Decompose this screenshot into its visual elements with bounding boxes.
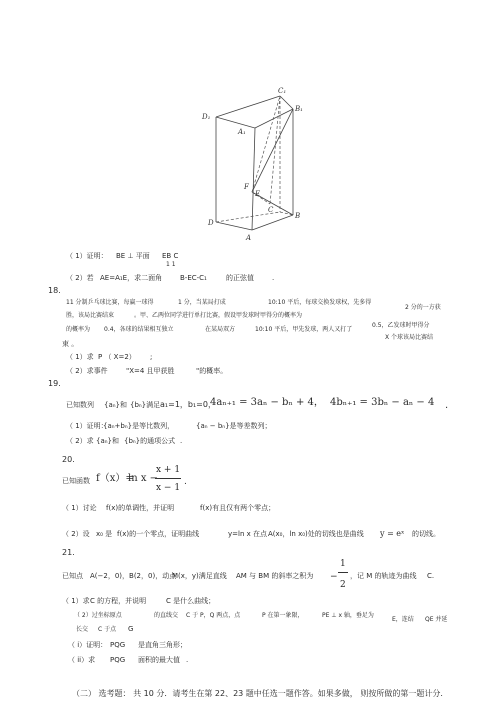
q18-line3-b: 0.4，各球的结果相互独立 bbox=[104, 326, 174, 333]
q21-given-m: M(x，y)满足直线 bbox=[172, 572, 227, 580]
q21-given-points: A(−2，0)，B(2，0)，动点 bbox=[90, 572, 177, 580]
q21-number: 21. bbox=[62, 548, 75, 557]
q18-line4: 束 。 bbox=[62, 340, 79, 348]
optional-questions-note: （二） 选考题： 共 10 分．请考生在第 22、23 题中任选一题作答。如果多做， 则按所做的第一题计分. bbox=[72, 689, 443, 698]
q19-number: 19. bbox=[48, 379, 61, 388]
q18-line3-right-b: X 个球该局比赛结 bbox=[385, 334, 434, 341]
q21-parti-a: PQG bbox=[110, 641, 126, 649]
q19-part1-b: {aₙ − bₙ}是等差数列； bbox=[196, 422, 272, 430]
vertex-label-e: E bbox=[255, 190, 261, 198]
q21-part2-a: （ 2）过坐标原点 bbox=[74, 612, 122, 619]
q19-part2-a: {aₙ}和 bbox=[96, 437, 119, 445]
q18-number: 18. bbox=[48, 286, 61, 295]
vertex-label-c1: C₁ bbox=[278, 87, 287, 95]
q21-part2-h: 长交 bbox=[76, 626, 89, 633]
q21-part2-d: P 在第一象限， bbox=[262, 612, 304, 619]
q21-parti-prefix: （ i）证明： bbox=[68, 641, 108, 649]
q17-part2-condition: AE=A₁E，求二面角 bbox=[100, 274, 163, 282]
q18-part2-tail: "的概率。 bbox=[196, 367, 228, 375]
q21-partii-a: PQG bbox=[110, 656, 126, 664]
vertex-label-c: C bbox=[268, 206, 274, 214]
q20-f-ln: ln x − bbox=[128, 473, 159, 484]
q21-part2-f: E，连结 bbox=[392, 616, 414, 623]
q18-line1-b: 1 分，当某局打成 bbox=[178, 299, 226, 306]
q18-line2-b: 。甲、乙两位同学进行单打比赛，假设甲发球时甲得分的概率为 bbox=[134, 312, 303, 319]
q17-part1-plane: EB C bbox=[162, 252, 179, 260]
vertex-label-b: B bbox=[295, 212, 301, 220]
q21-frac-num: 1 bbox=[340, 559, 346, 569]
q20-number: 20. bbox=[62, 455, 75, 464]
q17-part1-subscripts: 1 1 bbox=[166, 261, 176, 268]
vertex-label-b1: B₁ bbox=[295, 105, 303, 113]
q21-part1-b: C 是什么曲线； bbox=[166, 597, 216, 605]
q20-part2-point: A(x₀，ln x₀)处的切线也是曲线 bbox=[268, 530, 364, 538]
q17-part2-tail: 的正弦值 bbox=[226, 274, 254, 282]
q20-part2-prefix: （ 2）设 bbox=[62, 530, 90, 538]
q21-given-tail: ，记 M 的轨迹为曲线 bbox=[350, 572, 417, 580]
q18-line2-a: 胜，该局比赛结束 bbox=[66, 312, 115, 319]
q18-part2-expr: "X=4 且甲获胜 bbox=[126, 367, 175, 375]
q18-part1-prefix: （ 1）求 bbox=[66, 353, 94, 361]
q18-line3-d: 10:10 平后，甲先发球，两人又打了 bbox=[255, 326, 353, 333]
q21-given-minus: − bbox=[330, 572, 338, 582]
q18-line3-right-a: 0.5，乙发球时甲得分 bbox=[372, 322, 430, 329]
q18-line3-c: 在某局双方 bbox=[205, 326, 236, 333]
q21-partii-end: . bbox=[186, 656, 189, 664]
q18-part1-end: ; bbox=[150, 353, 153, 361]
q19-recurrence-1: 4aₙ₊₁ = 3aₙ − bₙ + 4， bbox=[210, 397, 324, 408]
q19-part1-a: {aₙ+bₙ}是等比数列， bbox=[103, 422, 175, 430]
q20-part2-a: f(x)的一个零点，证明曲线 bbox=[117, 530, 200, 538]
prism-figure bbox=[200, 82, 310, 252]
q21-partii-prefix: （ ii）求 bbox=[68, 656, 96, 664]
q18-line1-a: 11 分制乒乓球比赛，每赢一球得 bbox=[66, 299, 154, 306]
q19-part1-prefix: （ 1）证明： bbox=[66, 422, 108, 430]
q19-part2-end: . bbox=[180, 437, 183, 445]
q21-partii-b: 面积的最大值 bbox=[138, 656, 180, 664]
q20-part1-a: f(x)的单调性，并证明 bbox=[106, 504, 175, 512]
q21-given-c: C. bbox=[427, 572, 435, 580]
q17-part1-prefix: （ 1）证明： bbox=[66, 252, 108, 260]
q21-part2-e: PE ⊥ x 轴，垂足为 bbox=[322, 612, 374, 619]
q17-part2-prefix: （ 2）若 bbox=[66, 274, 94, 282]
q18-line3-a: 的概率为 bbox=[66, 326, 91, 333]
q21-part2-c: C 于 P，Q 两点，点 bbox=[186, 612, 241, 619]
q20-part2-x0: x₀ 是 bbox=[96, 530, 113, 538]
q19-given-bn: {bₙ}满足 bbox=[130, 401, 161, 409]
q20-given: 已知函数 bbox=[62, 477, 90, 485]
q17-part2-end: . bbox=[272, 274, 275, 282]
q19-recurrence-2: 4bₙ₊₁ = 3bₙ − aₙ − 4 bbox=[330, 397, 435, 408]
q21-given-a: 已知点 bbox=[62, 572, 83, 580]
q18-line1-right: 2 分的一方获 bbox=[405, 304, 441, 311]
q21-given-am: AM 与 BM 的斜率之积为 bbox=[236, 572, 314, 580]
q20-f-denominator: x − 1 bbox=[156, 483, 181, 493]
q20-f-a: f（x）= bbox=[96, 473, 134, 484]
q17-part1-be: BE ⊥ 平面 bbox=[116, 252, 150, 260]
q20-part2-b: y=ln x 在点 bbox=[228, 530, 267, 538]
q18-part2-prefix: （ 2）求事件 bbox=[66, 367, 108, 375]
q17-part2-angle: B-EC-C₁ bbox=[180, 274, 207, 282]
vertex-label-f: F bbox=[244, 183, 249, 191]
q19-given-a: 已知数列 bbox=[66, 401, 94, 409]
q21-parti-b: 是直角三角形； bbox=[138, 641, 187, 649]
q21-part2-g: QE 并延 bbox=[425, 616, 448, 623]
q21-part2-b: 的直线交 bbox=[154, 612, 179, 619]
q21-frac-den: 2 bbox=[340, 580, 346, 590]
q19-given-an: {aₙ}和 bbox=[104, 401, 127, 409]
q19-given-end: . bbox=[445, 400, 449, 411]
q20-part2-end: 的切线。 bbox=[412, 530, 440, 538]
vertex-label-d1: D₁ bbox=[202, 113, 211, 121]
q21-part1-prefix: （ 1）求 bbox=[62, 597, 90, 605]
q21-part2-j: G bbox=[128, 625, 134, 633]
q20-part1-b: f(x)有且仅有两个零点； bbox=[200, 504, 276, 512]
q20-part1-prefix: （ 1）讨论 bbox=[62, 504, 97, 512]
q21-part2-i: C 于点 bbox=[98, 626, 117, 633]
q19-part2-prefix: （ 2）求 bbox=[66, 437, 94, 445]
vertex-label-d: D bbox=[208, 219, 214, 227]
q20-part2-curve: y = eˣ bbox=[380, 529, 405, 538]
q19-part2-b: {bₙ}的通项公式 bbox=[124, 437, 176, 445]
q18-line1-c: 10:10 平后，每球交换发球权，先多得 bbox=[268, 299, 372, 306]
q18-part1-expr: P （ X=2） bbox=[98, 353, 136, 361]
q21-part1-a: C 的方程，并说明 bbox=[90, 597, 147, 605]
q21-fraction-bar bbox=[338, 572, 348, 573]
q20-f-numerator: x + 1 bbox=[156, 465, 181, 475]
q19-given-init: a₁=1，b₁=0， bbox=[160, 400, 216, 409]
q20-fraction-bar bbox=[155, 478, 181, 479]
vertex-label-a1: A₁ bbox=[238, 128, 246, 136]
q20-f-end: . bbox=[184, 477, 187, 487]
vertex-label-a: A bbox=[246, 234, 252, 242]
